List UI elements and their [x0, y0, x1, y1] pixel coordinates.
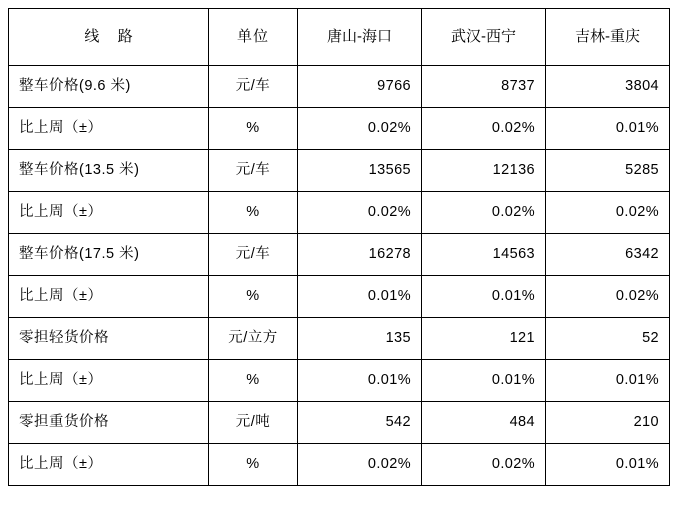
row-label: 整车价格(13.5 米)	[9, 150, 209, 192]
table-row	[9, 66, 670, 108]
table-row	[9, 192, 670, 234]
table-row	[9, 234, 670, 276]
row-label: 零担重货价格	[9, 402, 209, 444]
table-row	[9, 276, 670, 318]
cell-value: 0.02%	[298, 108, 422, 150]
table-row	[9, 150, 670, 192]
row-label: 比上周（±）	[9, 108, 209, 150]
cell-value: 0.02%	[422, 108, 546, 150]
row-label: 整车价格(9.6 米)	[9, 66, 209, 108]
row-label: 整车价格(17.5 米)	[9, 234, 209, 276]
row-unit: 元/车	[209, 66, 298, 108]
column-header-route: 线 路	[9, 9, 209, 66]
freight-price-table	[8, 8, 670, 486]
table-row	[9, 444, 670, 486]
table-header-row	[9, 9, 670, 66]
cell-value: 0.01%	[546, 360, 670, 402]
row-unit: 元/车	[209, 234, 298, 276]
cell-value: 0.01%	[546, 444, 670, 486]
row-label: 零担轻货价格	[9, 318, 209, 360]
row-unit: 元/车	[209, 150, 298, 192]
row-label: 比上周（±）	[9, 444, 209, 486]
cell-value: 3804	[546, 66, 670, 108]
table-row	[9, 360, 670, 402]
cell-value: 0.01%	[298, 360, 422, 402]
cell-value: 0.01%	[546, 108, 670, 150]
row-unit: 元/吨	[209, 402, 298, 444]
table-row	[9, 108, 670, 150]
row-unit: %	[209, 360, 298, 402]
cell-value: 12136	[422, 150, 546, 192]
cell-value: 52	[546, 318, 670, 360]
cell-value: 135	[298, 318, 422, 360]
cell-value: 0.02%	[298, 444, 422, 486]
cell-value: 9766	[298, 66, 422, 108]
cell-value: 121	[422, 318, 546, 360]
cell-value: 5285	[546, 150, 670, 192]
row-label: 比上周（±）	[9, 360, 209, 402]
row-label: 比上周（±）	[9, 192, 209, 234]
cell-value: 0.01%	[298, 276, 422, 318]
cell-value: 0.02%	[422, 444, 546, 486]
cell-value: 14563	[422, 234, 546, 276]
column-header-lane-2: 武汉-西宁	[422, 9, 546, 66]
row-unit: %	[209, 276, 298, 318]
cell-value: 16278	[298, 234, 422, 276]
cell-value: 542	[298, 402, 422, 444]
cell-value: 0.02%	[298, 192, 422, 234]
column-header-lane-3: 吉林-重庆	[546, 9, 670, 66]
cell-value: 484	[422, 402, 546, 444]
table-row	[9, 402, 670, 444]
cell-value: 0.02%	[546, 276, 670, 318]
cell-value: 0.01%	[422, 276, 546, 318]
cell-value: 0.02%	[422, 192, 546, 234]
column-header-lane-1: 唐山-海口	[298, 9, 422, 66]
cell-value: 6342	[546, 234, 670, 276]
cell-value: 13565	[298, 150, 422, 192]
column-header-unit: 单位	[209, 9, 298, 66]
row-label: 比上周（±）	[9, 276, 209, 318]
row-unit: %	[209, 192, 298, 234]
row-unit: %	[209, 444, 298, 486]
cell-value: 0.01%	[422, 360, 546, 402]
row-unit: 元/立方	[209, 318, 298, 360]
row-unit: %	[209, 108, 298, 150]
table-row	[9, 318, 670, 360]
cell-value: 0.02%	[546, 192, 670, 234]
cell-value: 210	[546, 402, 670, 444]
cell-value: 8737	[422, 66, 546, 108]
